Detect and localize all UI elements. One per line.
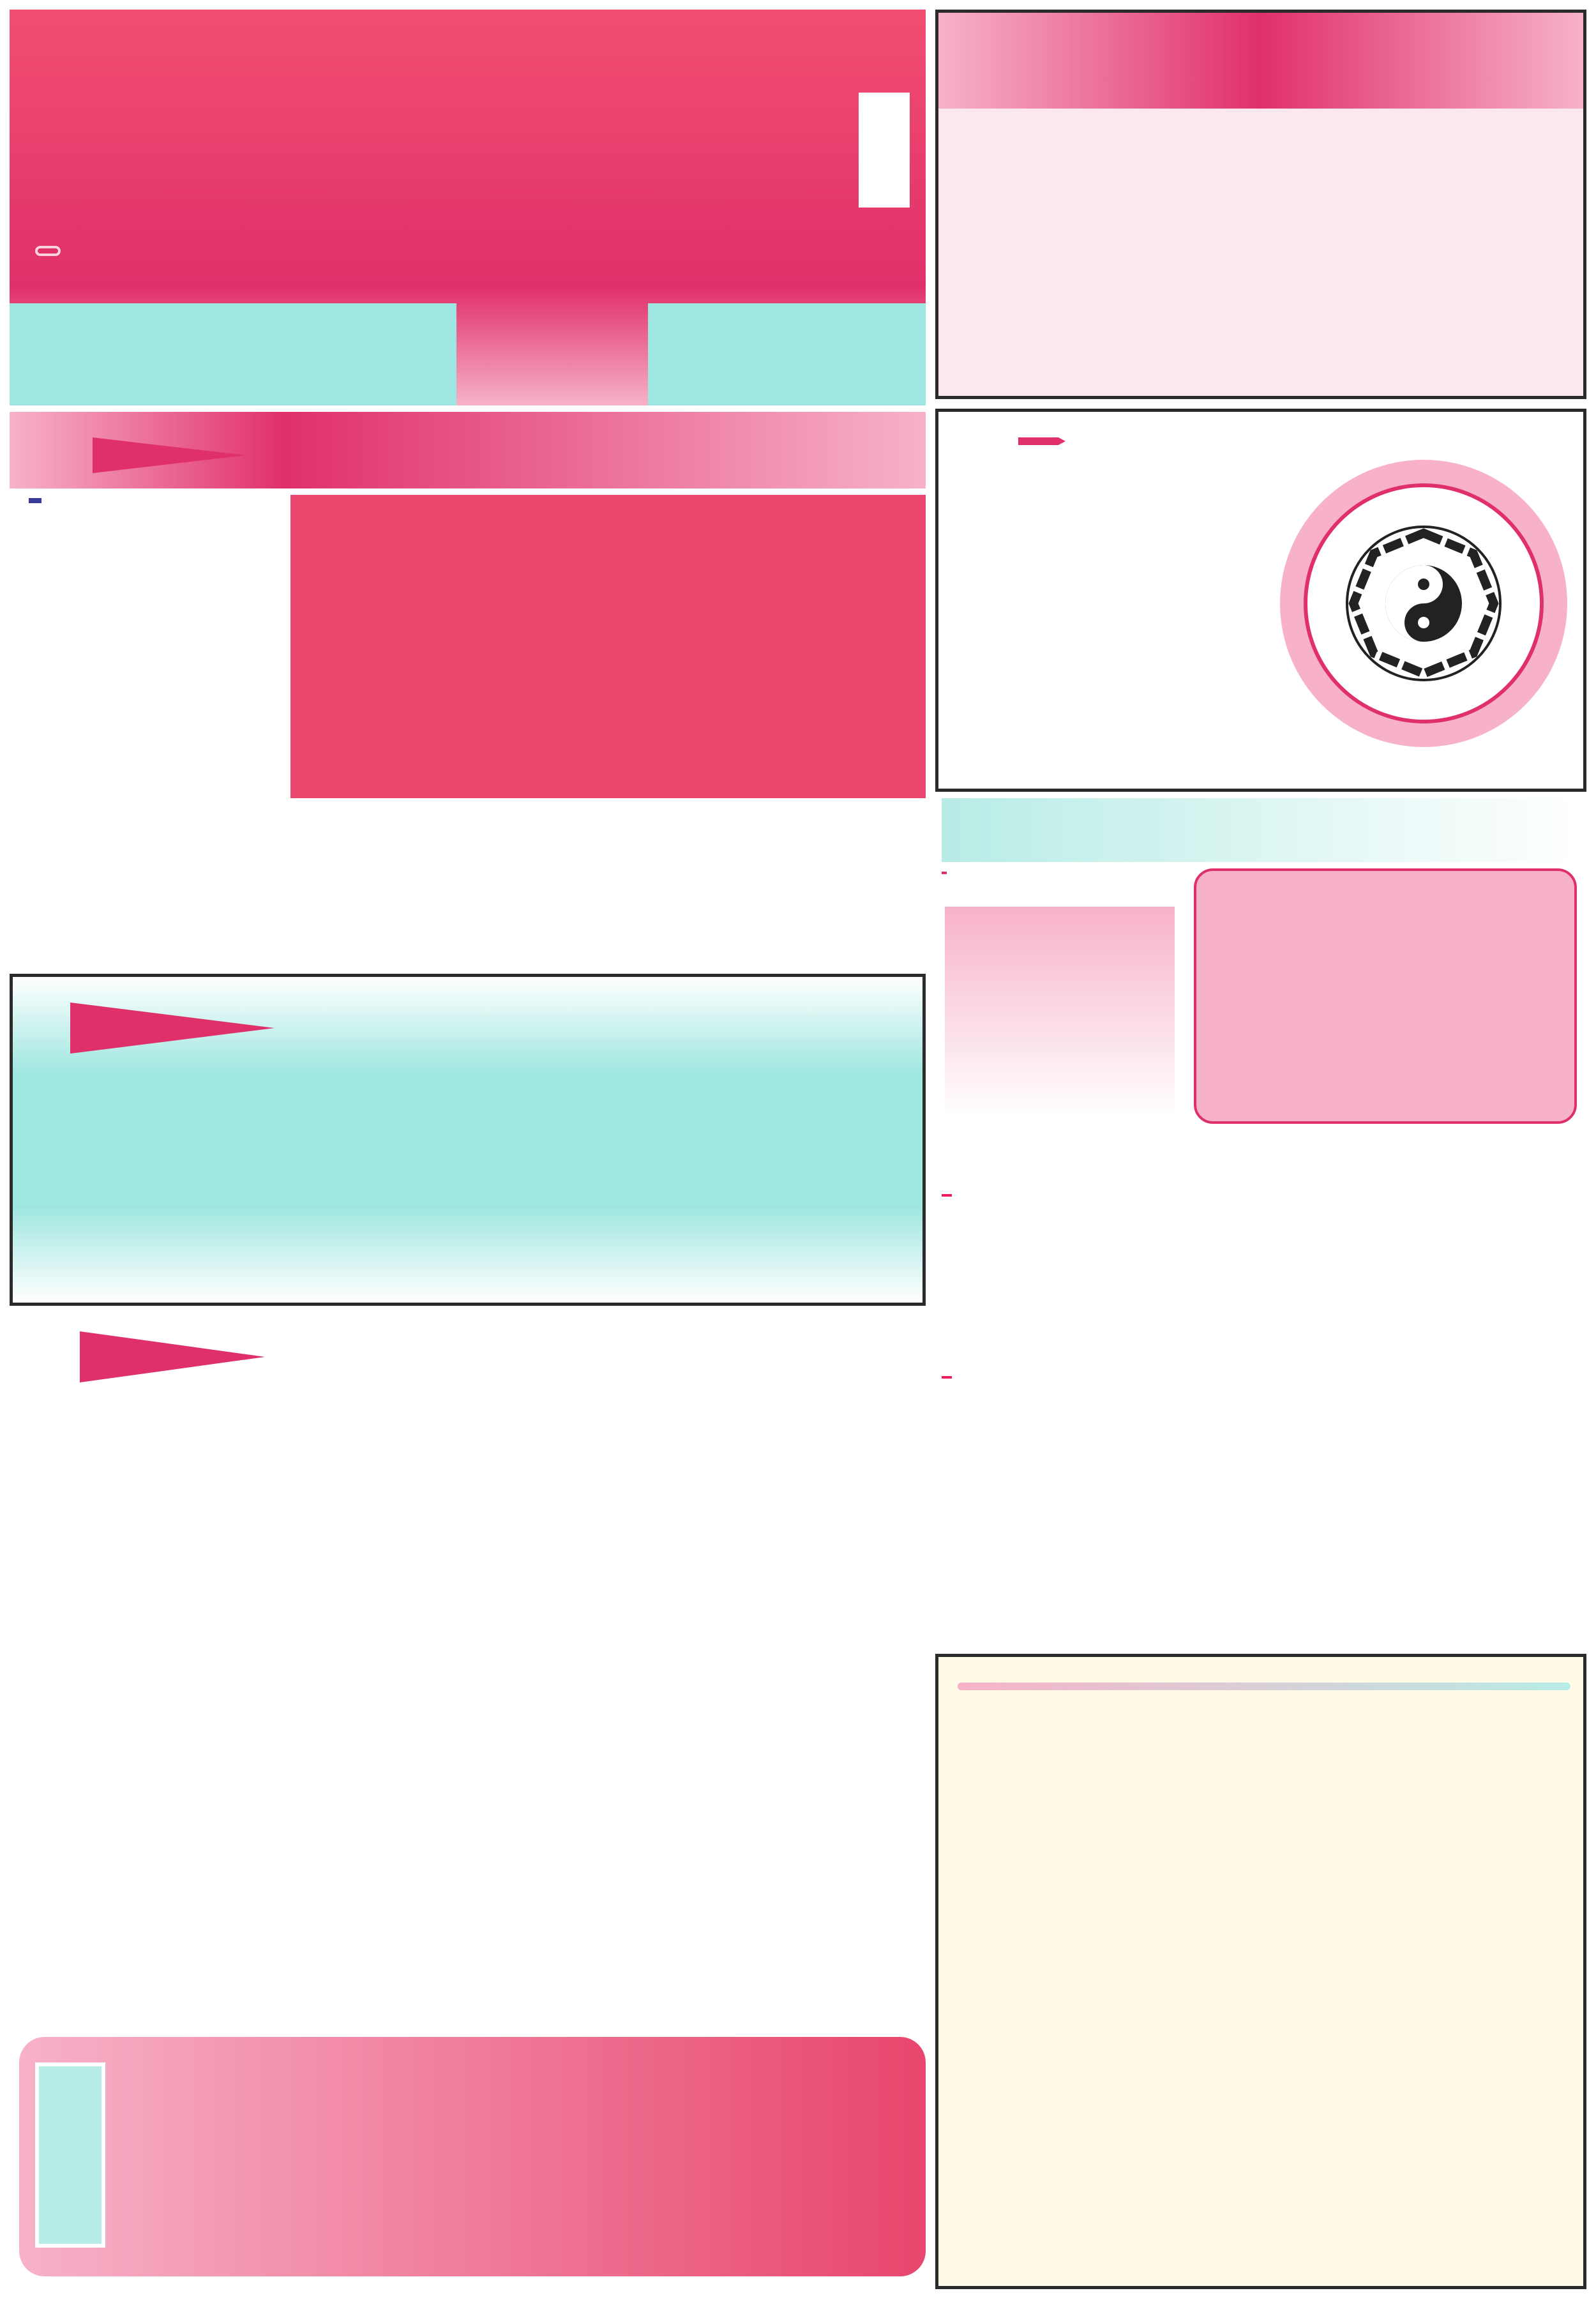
haocai-tag3 [942, 1376, 952, 1379]
section-a-arrow [93, 437, 246, 473]
section-a-panel [10, 412, 926, 798]
section-d-panel [935, 409, 1586, 792]
section-d-badge [1018, 437, 1065, 445]
bottom-badge [35, 2062, 105, 2248]
dlt-panel [935, 1654, 1586, 2289]
calendar-header [938, 13, 1583, 109]
header-panel [10, 10, 926, 405]
section-c-arrow [80, 1331, 265, 1382]
section-b-panel [10, 974, 926, 1306]
haocai-tag1 [942, 872, 957, 874]
header-white-block [859, 93, 910, 208]
header-left-box [10, 303, 456, 405]
haocai-title [942, 798, 1580, 862]
calendar-panel [935, 10, 1586, 399]
bagua-wheel [1277, 457, 1570, 750]
hot-lines [10, 798, 926, 964]
result-box [1194, 868, 1577, 1124]
dlt-grid [948, 1743, 1577, 2117]
section-a-numbers [290, 495, 926, 798]
section-b-arrow [70, 1002, 275, 1054]
header-right-box [648, 303, 926, 405]
haocai-tag2 [942, 1194, 952, 1197]
section-c-panel [10, 1309, 926, 1628]
zodiac-grid [945, 907, 1175, 1117]
bottom-panel [19, 2037, 926, 2276]
dlt-title [958, 1683, 1570, 1690]
section-a-sub [29, 498, 41, 503]
header-badge [35, 246, 61, 256]
haocai-panel [935, 798, 1586, 1644]
